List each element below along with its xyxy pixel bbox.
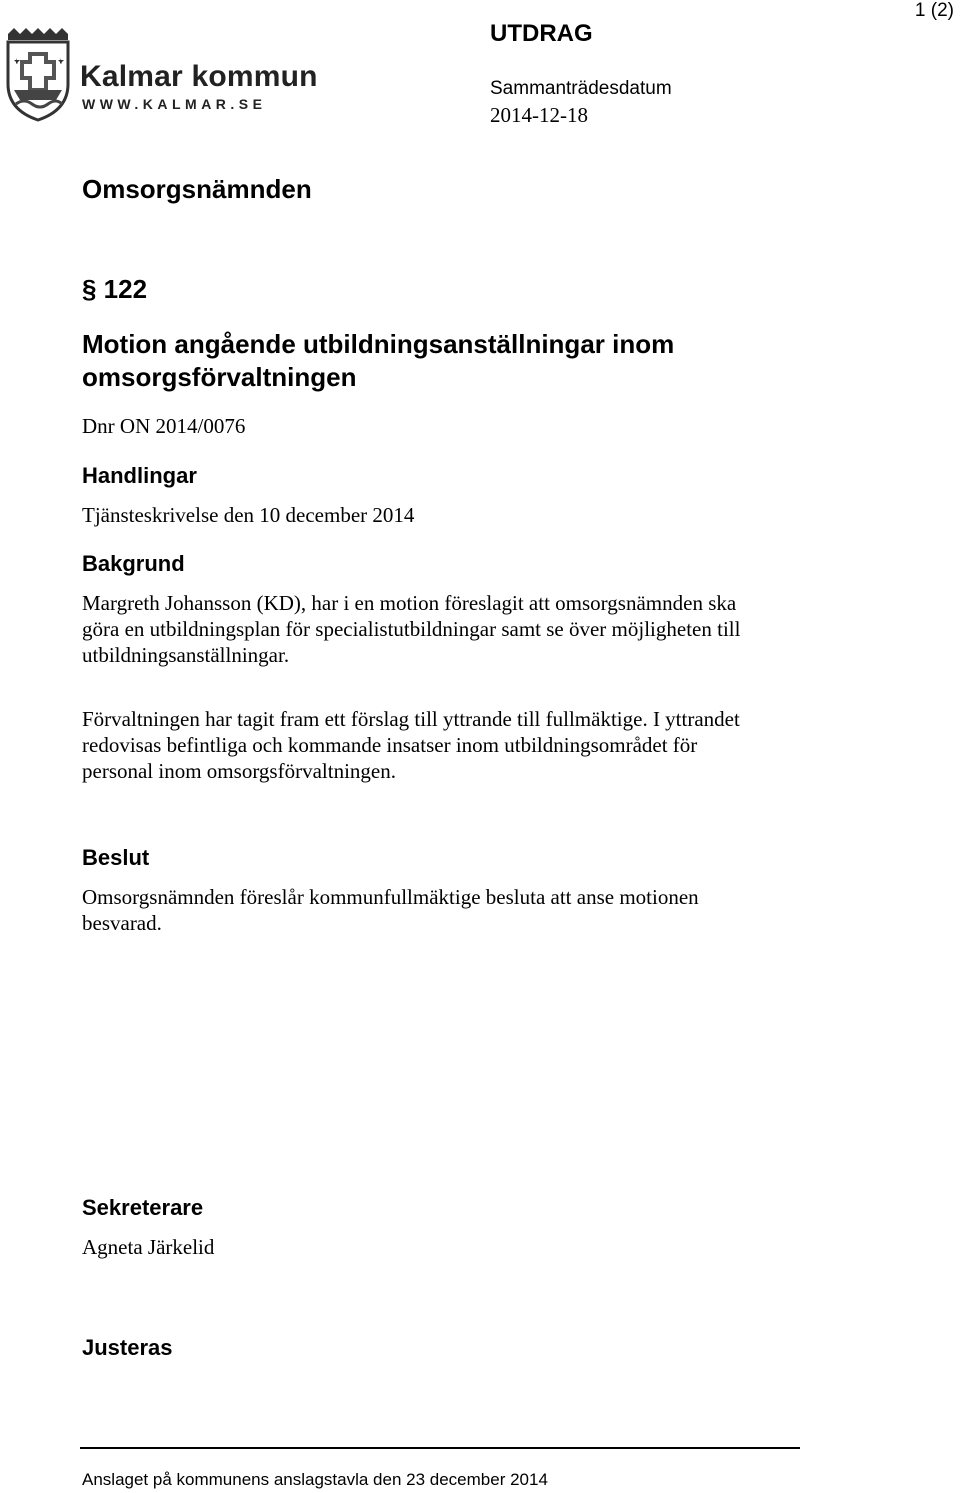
page-number: 1 (2) <box>914 0 954 21</box>
committee-title: Omsorgsnämnden <box>82 174 312 204</box>
footer-divider <box>80 1447 800 1449</box>
text-line: personal inom omsorgsförvaltningen. <box>82 759 396 783</box>
text-line: utbildningsanställningar. <box>82 643 290 667</box>
handlingar-text: Tjänsteskrivelse den 10 december 2014 <box>82 503 415 527</box>
motion-title-line: Motion angående utbildningsanställningar inom <box>82 329 675 359</box>
handlingar-heading: Handlingar <box>82 463 197 488</box>
text-line: göra en utbildningsplan för specialistutbildningar samt se över möjligheten till <box>82 617 741 641</box>
diary-number: Dnr ON 2014/0076 <box>82 414 246 438</box>
paragraph-number: § 122 <box>82 274 148 304</box>
justeras-heading: Justeras <box>82 1335 173 1360</box>
logo-url: WWW.KALMAR.SE <box>82 96 267 112</box>
bakgrund-paragraph-1 <box>82 590 802 668</box>
bakgrund-paragraph-2 <box>82 706 782 784</box>
beslut-text <box>82 884 782 936</box>
motion-title <box>82 328 862 394</box>
motion-title-line: omsorgsförvaltningen <box>82 362 357 392</box>
text-line: Margreth Johansson (KD), har i en motion föreslagit att omsorgsnämnden ska <box>82 591 737 615</box>
sekreterare-name: Agneta Järkelid <box>82 1235 215 1259</box>
text-line: redovisas befintliga och kommande insatser inom utbildningsområdet för <box>82 733 698 757</box>
sekreterare-heading: Sekreterare <box>82 1195 204 1220</box>
meeting-date-label: Sammanträdesdatum <box>490 78 672 99</box>
bakgrund-heading: Bakgrund <box>82 551 185 576</box>
document-type: UTDRAG <box>490 20 593 47</box>
beslut-heading: Beslut <box>82 845 150 870</box>
posting-notice: Anslaget på kommunens anslagstavla den 23 december 2014 <box>82 1470 548 1489</box>
kalmar-kommun-logo <box>4 26 334 124</box>
logo-name: Kalmar kommun <box>80 60 318 93</box>
text-line: Förvaltningen har tagit fram ett förslag till yttrande till fullmäktige. I yttrandet <box>82 707 740 731</box>
coat-of-arms-icon <box>4 26 72 122</box>
text-line: besvarad. <box>82 911 162 935</box>
meeting-date-value: 2014-12-18 <box>490 103 588 127</box>
text-line: Omsorgsnämnden föreslår kommunfullmäktige besluta att anse motionen <box>82 885 699 909</box>
